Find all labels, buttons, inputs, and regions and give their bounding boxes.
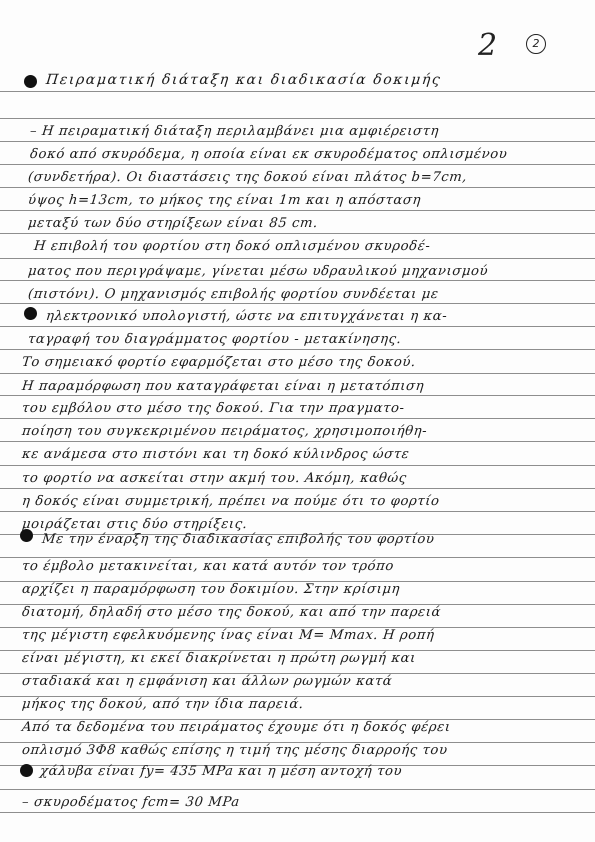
text-line: το φορτίο να ασκείται στην ακμή του. Ακόμη, καθώς <box>21 471 408 486</box>
text-line: ηλεκτρονικό υπολογιστή, ώστε να επιτυγχάνεται η κα- <box>45 309 449 324</box>
text-line: δοκό από σκυρόδεμα, η οποία είναι εκ σκυροδέματος οπλισμένου <box>29 147 509 162</box>
text-line: μεταξύ των δύο στηρίξεων είναι 85 cm. <box>27 216 319 231</box>
text-line: σταδιακά και η εμφάνιση και άλλων ρωγμών κατά <box>21 674 394 689</box>
text-line: είναι μέγιστη, κι εκεί διακρίνεται η πρώτη ρωγμή και <box>21 651 417 666</box>
text-line: του εμβόλου στο μέσο της δοκού. Για την πραγματο- <box>21 401 406 416</box>
text-line: η δοκός είναι συμμετρική, πρέπει να πούμε ότι το φορτίο <box>21 494 441 509</box>
text-line: Το σημειακό φορτίο εφαρμόζεται στο μέσο της δοκού. <box>21 355 417 370</box>
text-line: της μέγιστη εφελκυόμενης ίνας είναι Μ= Mmax. Η ροπή <box>21 628 436 643</box>
bullet-dot <box>24 75 37 88</box>
text-line: – Η πειραματική διάταξη περιλαμβάνει μια αμφιέρειστη <box>29 124 440 139</box>
text-line: διατομή, δηλαδή στο μέσο της δοκού, και από την παρειά <box>21 605 442 620</box>
bullet-dot <box>20 764 33 777</box>
text-line: (πιστόνι). Ο μηχανισμός επιβολής φορτίου συνδέεται με <box>27 287 440 302</box>
text-line: – σκυροδέματος fcm= 30 MPa <box>21 795 241 810</box>
text-line: Με την έναρξη της διαδικασίας επιβολής του φορτίου <box>41 532 436 547</box>
text-line: Από τα δεδομένα του πειράματος έχουμε ότι η δοκός φέρει <box>21 720 452 735</box>
text-line: κε ανάμεσα στο πιστόνι και τη δοκό κύλινδρος ώστε <box>21 447 411 462</box>
text-line: Η επιβολή του φορτίου στη δοκό οπλισμένου σκυροδέ- <box>33 239 432 254</box>
text-line: ποίηση του συγκεκριμένου πειράματος, χρησιμοποιήθη- <box>21 424 428 439</box>
text-line: οπλισμό 3Φ8 καθώς επίσης η τιμή της μέσης διαρροής του <box>21 743 449 758</box>
text-line: ταγραφή του διαγράμματος φορτίου - μετακίνησης. <box>27 332 403 347</box>
text-line: αρχίζει η παραμόρφωση του δοκιμίου. Στην κρίσιμη <box>21 582 401 597</box>
bullet-dot <box>24 307 37 320</box>
circled-page-number: 2 <box>526 34 546 54</box>
page-number: 2 <box>478 28 498 63</box>
text-line: Η παραμόρφωση που καταγράφεται είναι η μετατόπιση <box>21 379 425 394</box>
text-line: μοιράζεται στις δύο στηρίξεις. <box>21 517 249 532</box>
text-line: μήκος της δοκού, από την ίδια παρειά. <box>21 697 305 712</box>
text-line: (συνδετήρα). Οι διαστάσεις της δοκού είναι πλάτος b=7cm, <box>27 170 468 185</box>
section-title: Πειραματική διάταξη και διαδικασία δοκιμής <box>45 72 443 88</box>
text-line: το έμβολο μετακινείται, και κατά αυτόν τον τρόπο <box>21 559 395 574</box>
text-line: ύψος h=13cm, το μήκος της είναι 1m και η απόσταση <box>27 193 422 208</box>
text-line: χάλυβα είναι fy= 435 MPa και η μέση αντοχή του <box>39 764 403 779</box>
text-line: ματος που περιγράψαμε, γίνεται μέσω υδραυλικού μηχανισμού <box>27 264 489 279</box>
